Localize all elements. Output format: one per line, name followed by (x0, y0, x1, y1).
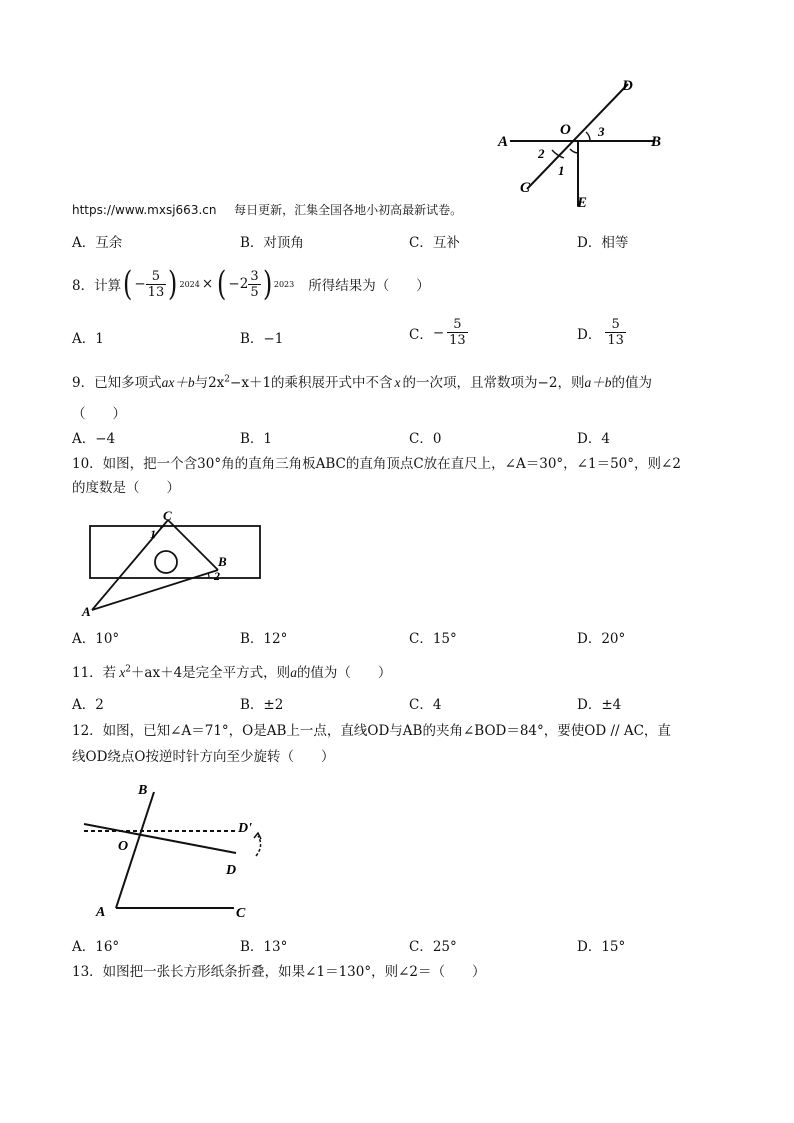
q12-label-A: A (96, 905, 106, 920)
label-C: C (520, 180, 531, 196)
q10-figure (78, 506, 268, 618)
q7-option-c[interactable]: C．互补 (409, 235, 460, 251)
q12-option-d[interactable]: D．15° (577, 939, 626, 955)
q10-label-2: 2 (214, 569, 220, 583)
q10-option-b[interactable]: B．12° (240, 631, 288, 647)
q10-label-1: 1 (150, 527, 156, 541)
label-B: B (651, 134, 662, 150)
label-E: E (577, 195, 588, 211)
label-1: 1 (558, 163, 565, 178)
q8-exp1: 2024 (179, 279, 200, 289)
label-2: 2 (538, 146, 545, 161)
q12-stem-line1: 12．如图，已知∠A＝71°，O是AB上一点，直线OD与AB的夹角∠BOD＝84°，要使OD // AC，直 (72, 723, 671, 739)
q8-frac1: $\frac{5}{13}$ (147, 268, 165, 300)
q12-label-C: C (236, 906, 246, 921)
q8-mixed-int: 2 (239, 276, 249, 292)
q10-label-C: C (163, 508, 172, 523)
q12-label-D: D (226, 863, 237, 878)
q12-figure (76, 780, 276, 924)
q9-stem: 9．已知多项式ax＋b与$2x^2-x+1$的乘积展开式中不含 x 的一次项，且常数项为−2，则a＋b的值为 (72, 374, 652, 391)
q8-option-a[interactable]: A．1 (72, 331, 104, 347)
q7-option-b[interactable]: B．对顶角 (240, 235, 304, 251)
q12-option-a[interactable]: A．16° (72, 939, 120, 955)
q9-option-b[interactable]: B．1 (240, 431, 273, 447)
q11-stem: 11．若 $x^2+ax+4$是完全平方式，则a的值为（ ） (72, 664, 392, 681)
q10-label-A: A (82, 604, 91, 618)
q9-stem-line2: （ ） (72, 406, 126, 422)
q10-option-a[interactable]: A．10° (72, 631, 120, 647)
watermark-line (72, 201, 462, 218)
q12-label-O: O (118, 839, 129, 854)
label-D: D (622, 78, 633, 94)
q7-option-d[interactable]: D．相等 (577, 235, 629, 251)
q8-times: × (201, 276, 214, 292)
q10-option-d[interactable]: D．20° (577, 631, 626, 647)
q10-stem-line1: 10．如图，把一个含30°角的直角三角板ABC的直角顶点C放在直尺上，∠A＝30°，∠1＝50°，则∠2 (72, 456, 681, 472)
angle-figure-top (490, 66, 680, 216)
q12-label-Dprime: D' (238, 821, 252, 836)
q13-stem: 13．如图把一张长方形纸条折叠，如果∠1＝130°，则∠2＝（ ） (72, 964, 486, 980)
q10-label-B: B (218, 554, 227, 569)
q12-option-b[interactable]: B．13° (240, 939, 288, 955)
q12-label-B: B (138, 783, 148, 798)
label-3: 3 (598, 124, 605, 139)
q9-option-c[interactable]: C．0 (409, 431, 442, 447)
q9-option-d[interactable]: D．4 (577, 431, 610, 447)
watermark-text: 每日更新，汇集全国各地小初高最新试卷。 (234, 203, 463, 217)
label-A: A (498, 134, 509, 150)
q11-option-a[interactable]: A．2 (72, 697, 104, 713)
q8-prefix: 8．计算 (72, 278, 122, 294)
q10-option-c[interactable]: C．15° (409, 631, 457, 647)
q11-option-c[interactable]: C．4 (409, 697, 442, 713)
q7-option-a[interactable]: A．互余 (72, 235, 123, 251)
label-O: O (560, 122, 571, 138)
q9-option-a[interactable]: A．−4 (72, 431, 116, 447)
q8-option-c[interactable]: C． − $\frac{5}{13}$ (409, 317, 466, 348)
watermark-url[interactable]: https://www.mxsj663.cn (72, 203, 217, 217)
q11-option-b[interactable]: B．±2 (240, 697, 284, 713)
q10-stem-line2: 的度数是（ ） (72, 480, 180, 496)
q8-frac2: $\frac{3}{5}$ (250, 268, 259, 300)
q8-exp2: 2023 (273, 279, 295, 289)
q12-stem-line2: 线OD绕点O按逆时针方向至少旋转（ ） (72, 749, 335, 765)
q8-stem: 8．计算 ( − $\frac{5}{13}$ ) 2024 × ( − 2 $\frac{3}{5}$ ) 2023 所得结果为（ ） (72, 264, 430, 304)
q12-option-c[interactable]: C．25° (409, 939, 457, 955)
q11-option-d[interactable]: D．±4 (577, 697, 622, 713)
q8-option-b[interactable]: B．−1 (240, 331, 284, 347)
q8-suffix: 所得结果为（ ） (308, 278, 430, 294)
q8-option-d[interactable]: D． $\frac{5}{13}$ (577, 317, 624, 348)
